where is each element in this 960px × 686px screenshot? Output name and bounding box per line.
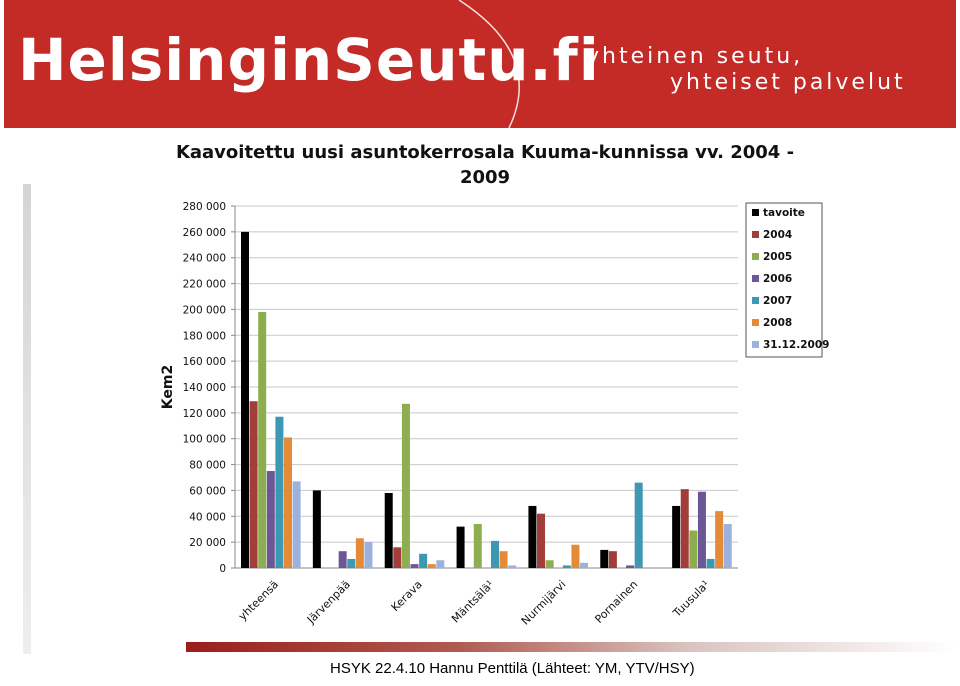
legend-entry: tavoite (763, 207, 805, 219)
bar-2006-0 (267, 471, 275, 568)
x-category-label: Mäntsälä¹ (449, 577, 497, 626)
bar-2008-1 (356, 538, 364, 568)
bar-2004-2 (393, 547, 401, 568)
legend-swatch (752, 319, 759, 326)
x-category-label: yhteensä (235, 577, 282, 624)
x-category-label: Järvenpää (304, 577, 353, 627)
bar-2007-3 (491, 541, 499, 568)
footer-credits: HSYK 22.4.10 Hannu Penttilä (Lähteet: YM, YTV/HSY) (330, 660, 695, 677)
bar-2008-2 (428, 564, 436, 568)
bar-2005-4 (546, 560, 554, 568)
y-tick-label: 120 000 (182, 407, 226, 420)
bar-2005-6 (689, 531, 697, 568)
bar-31122009-4 (580, 563, 588, 568)
bar-2007-2 (419, 554, 427, 568)
bar-31122009-3 (508, 565, 516, 568)
legend-entry: 2004 (763, 229, 793, 241)
bar-2008-4 (571, 545, 579, 568)
y-tick-label: 140 000 (182, 382, 226, 394)
legend-swatch (752, 209, 759, 216)
y-tick-label: 0 (219, 563, 226, 575)
legend-swatch (752, 231, 759, 238)
bar-tavoite-1 (313, 490, 321, 568)
bar-tavoite-4 (528, 506, 536, 568)
y-tick-label: 20 000 (189, 537, 226, 550)
legend-entry: 31.12.2009 (763, 339, 830, 351)
legend-swatch (752, 341, 759, 348)
y-tick-label: 160 000 (182, 356, 226, 369)
legend-entry: 2007 (763, 295, 793, 307)
tagline-line-1: yhteinen seutu, (586, 44, 804, 69)
legend-swatch (752, 253, 759, 260)
bar-2005-3 (474, 524, 482, 568)
x-category-label: Kerava (388, 577, 425, 614)
legend-entry: 2005 (763, 251, 793, 263)
bar-2006-1 (339, 551, 347, 568)
bar-31122009-6 (724, 524, 732, 568)
bar-2004-6 (681, 489, 689, 568)
y-tick-label: 220 000 (182, 278, 226, 291)
bar-2007-0 (275, 417, 283, 568)
bar-2008-0 (284, 437, 292, 568)
legend-entry: 2006 (763, 273, 793, 285)
footer-gradient-bar (186, 642, 956, 652)
legend-swatch (752, 297, 759, 304)
site-logo[interactable]: HelsinginSeutu.fi (18, 26, 600, 94)
bar-2004-4 (537, 514, 545, 568)
bar-2006-2 (411, 564, 419, 568)
bar-2007-5 (635, 483, 643, 568)
y-tick-label: 200 000 (182, 304, 226, 317)
y-tick-label: 80 000 (189, 459, 226, 472)
bar-2005-0 (258, 312, 266, 568)
bar-2005-2 (402, 404, 410, 568)
tagline-line-2: yhteiset palvelut (670, 70, 906, 95)
legend-entry: 2008 (763, 317, 793, 329)
bar-tavoite-3 (457, 527, 465, 568)
bar-tavoite-6 (672, 506, 680, 568)
bar-tavoite-5 (600, 550, 608, 568)
bar-2006-6 (698, 492, 706, 568)
chart-title: Kaavoitettu uusi asuntokerrosala Kuuma-kunnissa vv. 2004 - 2009 (175, 142, 795, 188)
bar-tavoite-0 (241, 232, 249, 568)
bar-2008-3 (500, 551, 508, 568)
bar-31122009-0 (293, 481, 301, 568)
legend-swatch (752, 275, 759, 282)
x-category-label: Pornainen (592, 577, 641, 626)
y-axis-label: Kem2 (160, 364, 176, 410)
bar-31122009-2 (436, 560, 444, 568)
x-category-label: Nurmijärvi (518, 577, 569, 628)
y-tick-label: 180 000 (182, 330, 226, 343)
x-category-label: Tuusula¹ (670, 577, 713, 620)
y-tick-label: 60 000 (189, 485, 226, 498)
y-tick-label: 40 000 (189, 511, 226, 524)
bar-31122009-1 (364, 542, 372, 568)
bar-2007-1 (347, 559, 355, 568)
bar-2006-5 (626, 565, 634, 568)
y-tick-label: 240 000 (182, 252, 226, 265)
bar-2007-6 (707, 559, 715, 568)
y-tick-label: 260 000 (182, 226, 226, 239)
bar-2004-5 (609, 551, 617, 568)
y-tick-label: 280 000 (182, 201, 226, 213)
bar-2007-4 (563, 565, 571, 568)
y-tick-label: 100 000 (182, 433, 226, 446)
bar-2004-0 (250, 401, 258, 568)
bar-2008-6 (715, 511, 723, 568)
bar-tavoite-2 (385, 493, 393, 568)
